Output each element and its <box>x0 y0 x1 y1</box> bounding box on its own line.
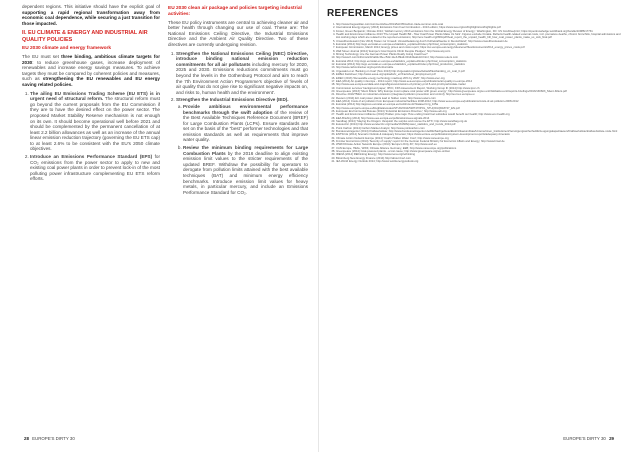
air-policy-list <box>168 51 308 196</box>
left-column <box>22 4 160 185</box>
reference-item: 5. Umweltbundesamt (Nov 2013) 'Daten zur Umwelt: Umweltbelastung durch Kohlekraftwerke in Deutschland'; http://www.umweltbundesamt.de <box>336 40 623 43</box>
publication-title: EUROPE'S DIRTY 30 <box>563 436 606 441</box>
list-item-ied: 2. Strengthen the Industrial Emissions Directive (IED). a. Provide ambitious environmental performance benchmarks through the swift adoption of the review of the Best Available Techniques Reference Document (BREF) for Large Combustion Plants (LCPs). Ensure standards are set on the basis of the "best" performer technologies and that emission standards as well as requirements that improve water quality. b. Review the minimum binding requirements for Large Combustion Plants by the 2016 deadline to align existing emission limit values to the stricter requirements of the updated BREF. Withdraw the possibility for operators to derogate from pollution limits attained with the best available techniques (BAT) and minimum energy efficiency benchmarks. Introduce emission limit values for heavy metals, in particular mercury, and include an Emissions Performance Standard for CO₂. <box>176 97 308 195</box>
reference-item: 15. EWEA Factsheet; http://www.ewea.org/uploads/tx_err/Factsheet_Employment.pdf <box>336 73 623 76</box>
reference-item: 16. EREC (2013) 'Renewable energy technology roadmap 20% by 2020'; http://www.erec.org <box>336 77 623 80</box>
references-heading: REFERENCES <box>327 8 399 19</box>
intro-bold: supporting a rapid regional transformation away from economic coal dependence, while securing a just transition for those impacted. <box>22 9 160 26</box>
policy-list <box>22 91 160 183</box>
reference-item: 19. Commission services' background paper; IPCC, Fifth Assessment Report, Working Group III (2014) http://www.ipcc.ch <box>336 87 623 90</box>
reference-item: 29. Sandbag (2014) 'Slaying the Dragon: Vanquish the surplus and rescue the ETS'; http://www.sandbag.org.uk <box>336 120 623 123</box>
right-column <box>168 4 308 198</box>
reference-item: 12. Eurostat (2014) http://epp.eurostat.ec.europa.eu/statistics_explained/index.php/Coal_production_statistics <box>336 63 623 66</box>
publication-title: EUROPE'S DIRTY 30 <box>32 436 75 441</box>
references-list <box>327 23 623 163</box>
reference-item: 6. Eurostat (2014) http://epp.eurostat.ec.europa.eu/statistics_explained/index.php/Coal_consumption_statistics <box>336 43 623 46</box>
intro-paragraph: dependent regions. This initiative should have the explicit goal of supporting a rapid regional transformation away from economic coal dependence, while securing a just transition for those impacted. <box>22 4 160 26</box>
reference-item: 3. Foster, Green Benjamin; Climate 2014; 'Global mercury 2013 emissions from the Global Energy Review of Energy'. Washington, DC: US Gov/blue/print; https://openknowledge.worldbank.org/handle/10986/17731 <box>336 30 623 33</box>
reference-item: 23. EEA (2014) Costs of air pollution from European industrial facilities 2008-2012; http://www.eea.europa.eu/publications/costs-of-air-pollution-2008-2012 <box>336 100 623 103</box>
right-footer <box>563 436 616 442</box>
section-heading: II. EU CLIMATE & ENERGY AND INDUSTRIAL AIR QUALITY POLICIES <box>22 30 148 43</box>
reference-item: 33. ENTSO-E (2014) Scenario Outlook & Adequacy Forecast; https://www.entsoe.eu/publications/system-development-reports/adequacy-forecasts <box>336 133 623 136</box>
reference-item: 24. Eurostat (2014) http://appsso.eurostat.ec.europa.eu/nui/show.do?dataset=nrg_105a <box>336 103 623 106</box>
references-section <box>327 8 623 163</box>
sublist-item-bref: a. Provide ambitious environmental performance benchmarks through the swift adoption of the review of the Best Available Techniques Reference Document (BREF) for Large Combustion Plants (LCPs). Ensure standards are set on the basis of the "best" performer technologies and that emission standards as well as requirements that improve water quality. <box>183 104 308 143</box>
reference-item: 17. EEA (2014) Air quality in Europe - 2014 report; http://www.eea.europa.eu/publications/air-quality-in-europe-2014 <box>336 80 623 83</box>
list-item-ets-reform: 1. The ailing EU Emissions Trading Scheme (EU ETS) is in urgent need of structural reform. The structural reform must go beyond the current proposals from the EU Commission if they are to have the desired effect on the power sector. The proposed Market Stability Reserve mechanism is not enough on its own. It should become operational well before 2021 and should be complemented by the permanent cancellation of at least 2.2 billion allowances as well as an increase of the annual linear emission reduction trajectory (governing the EU ETS cap) to at least 2.6% to be consistent with the EU's 2050 climate objectives. <box>30 91 160 153</box>
reference-item: 28. EEA Briefing (2014) http://www.eea.europa.eu/publications/eea-signals-2014 <box>336 117 623 120</box>
reference-item: 7. European Commission, March 2014; Energy prices and costs report; https://ec.europa.eu/energy/sites/ener/files/documents/2014_energy_prices_costs.pdf <box>336 46 623 49</box>
reference-item: 20. Greenpeace (2013) 'Silent Killers: Why Europe must replace coal power with green energy'; http://www.greenpeace.org/eu-unit/Global/eu-unit/reports-briefings/2013/130603_Silent-Killers.pdf <box>336 90 623 93</box>
subheading-climate-energy: EU 2030 climate and energy framework <box>22 46 112 52</box>
sublist-item-lcp: b. Review the minimum binding requirements for Large Combustion Plants by the 2016 deadline to align existing emission limit values to the stricter requirements of the updated BREF. Withdraw the possibility for operators to derogate from pollution limits attained with the best available techniques (BAT) and minimum energy efficiency benchmarks. Introduce emission limit values for heavy metals, in particular mercury, and include an Emissions Performance Standard for CO₂. <box>183 145 308 195</box>
reference-item: 13. http://www.carbontracker.org/report/unburnable <box>336 66 623 69</box>
reference-item: 22. Reuters (2014) EU coal power plants lead to hidden costs; http://www.reuters.com <box>336 97 623 100</box>
targets-paragraph: The EU must set three binding, ambitious climate targets for 2030: to reduce greenhouse gases, increase deployment of renewables and increase energy savings measures. To achieve targets they must be compared by coherent policies and measures, such as strengthening the EU renewables and EU energy saving related policies. <box>22 53 160 87</box>
reference-item: 31. Point Carbon (2014) Carbon Market Analyst; http://www.pointcarbon.com <box>336 127 623 130</box>
reference-item: 32. Bundesnetzagentur (2014) Kraftwerksliste; http://www.bundesnetzagentur.de/DE/Sachgebiete/ElektrizitaetundGas/Unternehmen_Institutionen/Versorgungssicherheit/Erzeugungskapazitaeten/Kraftwerksliste/kraftwerksliste-node.html <box>336 130 623 133</box>
reference-item: 26. European Environmental Bureau (2014) 'Industrial Emissions Directive'; http://www.eeb.org <box>336 110 623 113</box>
reference-item: 25. http://www.europarl.europa.eu/RegData/etudes/STUD/2014/518747/IPOL_STU(2014)518747_EN.pdf <box>336 107 623 110</box>
list-item-nec: 1. Strengthen the National Emissions Ceiling (NEC) Directive, introduce binding national emission reduction commitments for all air pollutants including mercury for 2020, 2025 and 2030. Emissions reductions commitments must go beyond the levels in the Gothenburg Protocol and aim to reach the 7th Environment Action Programme's objective of 'levels of air quality that do not give rise to significant negative impacts on, and risks to, human health and the environment'. <box>176 51 308 96</box>
reference-item: 18. http://www.eea.europa.eu/data-and-maps/figures/emissions-of-primary-pm2.5-and-pm10-particulate-matter <box>336 83 623 86</box>
clean-air-paragraph: These EU policy instruments are central to achieving cleaner air and better health through changing our use of coal. These are: The National Emissions Ceiling Directive, the Industrial Emissions Directive and the Ambient Air Quality Directive. Two of these directives are currently undergoing revision. <box>168 19 308 47</box>
reference-item: 30. Eurelectric (2014) http://www.eurelectric.org/media/131606/power_statistics_and_trends_2014.pdf <box>336 123 623 126</box>
reference-item: 27. Health and Environment Alliance (2014) Hidden price tags: How ending fossil fuel subsidies would benefit our health; http://www.env-health.org <box>336 113 623 116</box>
reference-item: 36. WWF/Climate Action Network Europe (2014) 'Europe's Dirty 30'; http://www.wwf.eu <box>336 143 623 146</box>
reference-item: 34. Climate Action Network Europe (2014) 'Coal's Hidden Water Cost'; http://www.caneurope.org <box>336 137 623 140</box>
reference-item: 39. IRENA (2014) REthinking Energy; http://www.irena.org/rethinking <box>336 153 623 156</box>
reference-item: 2. International Energy Agency (2013) Emissions from Fuel Combustion - 2013 edition; https://www.iea.org/co2highlights/co2highlights.pdf <box>336 26 623 29</box>
list-item-eps: 2. Introduce an Emissions Performance Standard (EPS) for CO₂ emissions from the power sector to apply to new and existing coal power plants in order to prevent lock-in of the most polluting power infrastructure complementing EU ETS reform efforts. <box>30 154 160 182</box>
reference-item: 11. Eurostat 2014; http://epp.eurostat.ec.europa.eu/statistics_explained/index.php/Coal_consumption_statistics <box>336 60 623 63</box>
reference-item: 8. Wall Street Journal (2014) 'Europe's Coal Imports Climb Despite Pledges'; http://www.wsj.com <box>336 50 623 53</box>
reference-item: 9. Mining Technology: Are the German Power Plants Really Going Coal-Free? <box>336 53 623 56</box>
reference-item: 35. Frontier Economics (2014) 'Security of supply' report for the German Federal Ministry for Economic Affairs and Energy; http://www.bmwi.de <box>336 140 623 143</box>
left-footer <box>22 436 75 442</box>
ied-sublist <box>176 104 308 196</box>
reference-item: 40. Bloomberg New Energy Finance (2014) http://about.bnef.com <box>336 157 623 160</box>
reference-item: 37. CAN Europe, HEAL, WWF, Climate Alliance Germany, EEB; http://www.caneurope.org/publications <box>336 147 623 150</box>
reference-item: 41. IEA World Energy Outlook 2014; http://www.worldenergyoutlook.org <box>336 160 623 163</box>
right-page <box>319 0 638 452</box>
reference-item: 38. Greenpeace (2014) Coal-powered plants - a lost cause; http://www.greenpeace.org/eu-unit/en <box>336 150 623 153</box>
reference-item: 1. http://www.theguardian.com/commentisfree/2014/feb/05/carbon-trade-summer-sink-coal <box>336 23 623 26</box>
page-number: 28 <box>24 436 29 441</box>
subheading-clean-air: EU 2030 clean air package and policies targeting industrial activities: <box>168 6 302 17</box>
reference-item: 10. http://www.ft.com/intl/cms/s/0/1a91cf3e-c542-11e3-89a9-00144feabdc0.html; http://www.reuters.com <box>336 56 623 59</box>
reference-item: 4. Health and Environment Alliance 2013 'The Unpaid Health Bill - How Coal Power Plants Make Us Sick'. Figures exclude Croatia. Reflects health-related external costs, incl. premature deaths, chronic bronchitis, hospital admissions and lost working days which are related to the reported emissions; http://env-health.org/IMG/pdf/heal_report_the_unpaid_health_bill_how_coal_power_plants_make_us_sick_final.pdf <box>336 33 623 40</box>
reference-item: 14. Urgewald et al. 'Banking on Coal' (Nov 2013) http://urgewald.org/sites/default/files/banking_on_coal_0.pdf <box>336 70 623 73</box>
reference-item: 21. Directive 2010/75/EU on industrial emissions (integrated pollution prevention and control); http://eur-lex.europa.eu <box>336 93 623 96</box>
page-number: 29 <box>609 436 614 441</box>
